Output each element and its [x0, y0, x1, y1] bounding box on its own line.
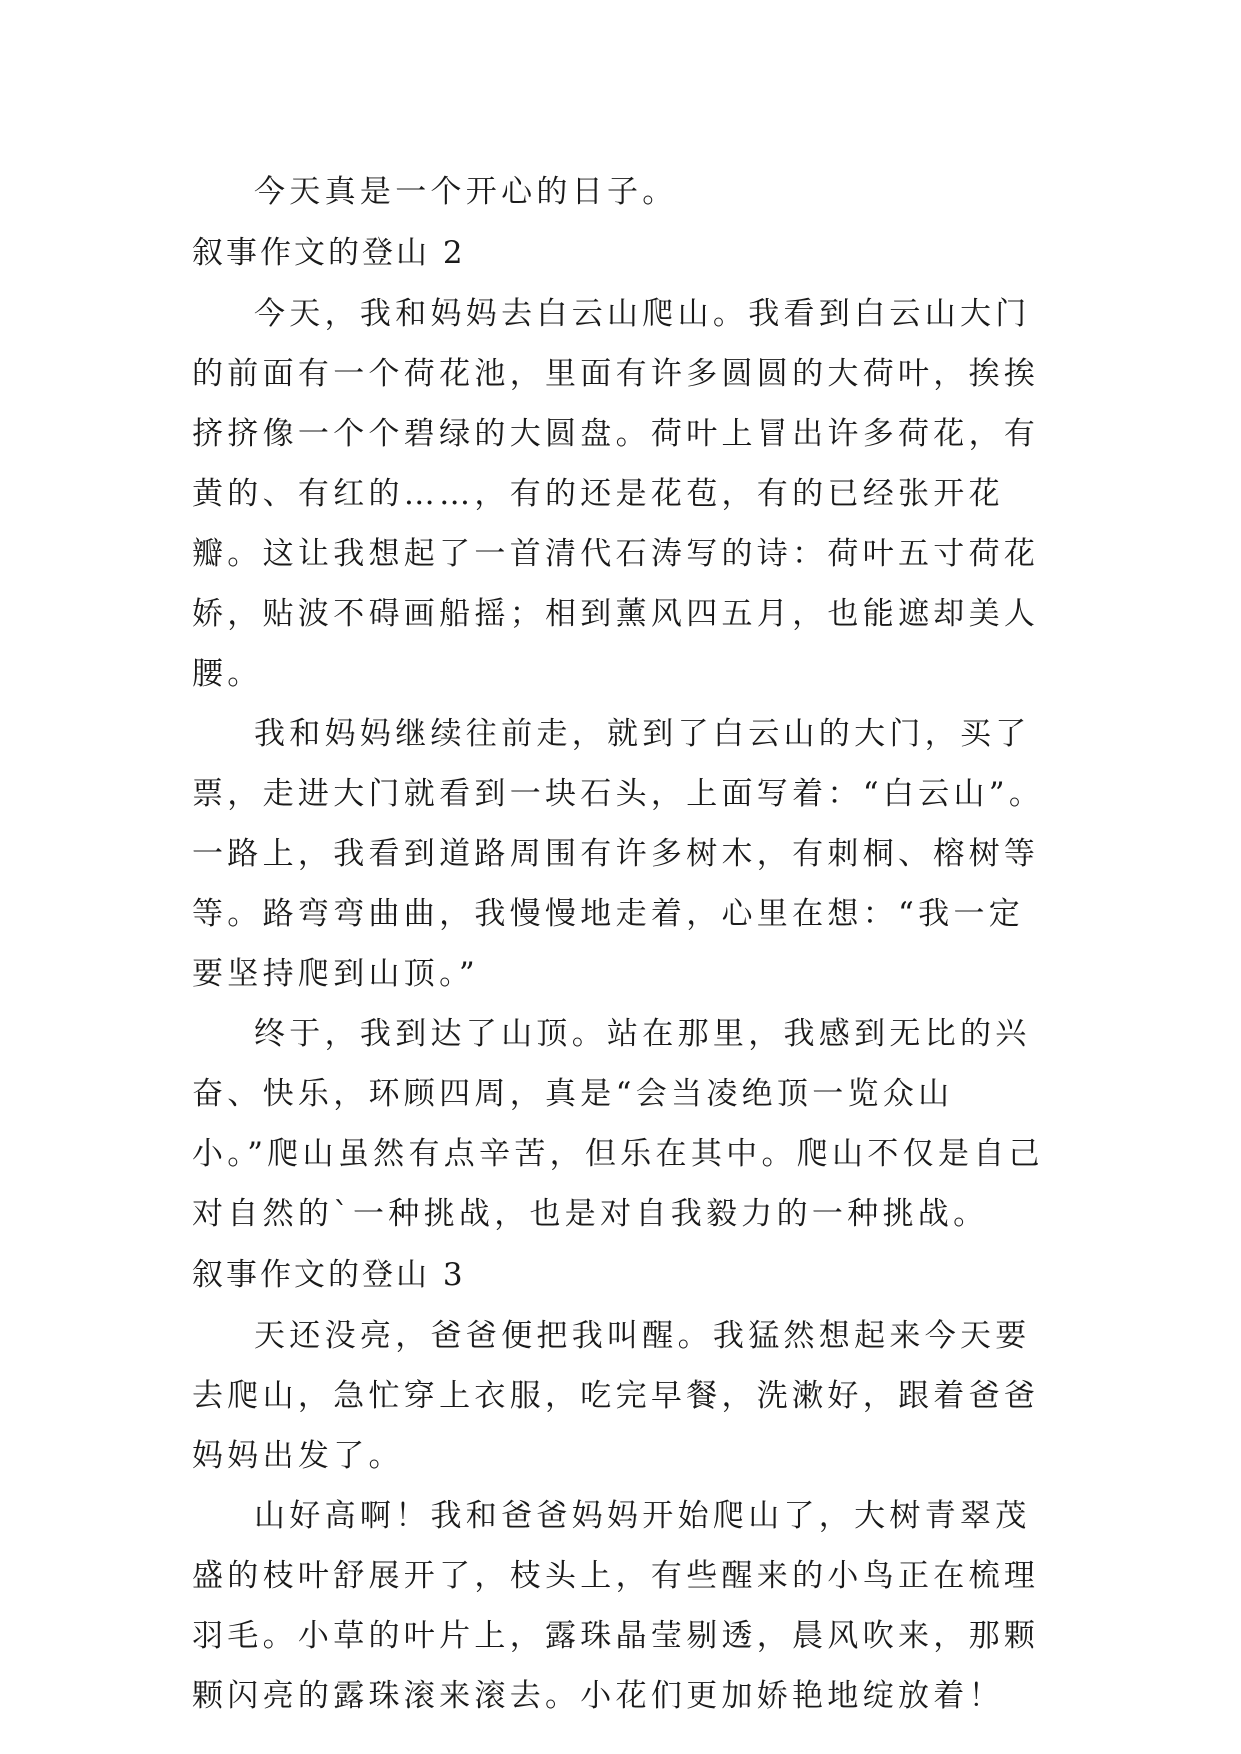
section-3-paragraph-1: 天还没亮，爸爸便把我叫醒。我猛然想起来今天要去爬山，急忙穿上衣服，吃完早餐，洗漱好，跟着爸爸妈妈出发了。 [192, 1318, 1040, 1474]
document-page [192, 162, 1052, 1726]
section-2-paragraph-3: 终于，我到达了山顶。站在那里，我感到无比的兴奋、快乐，环顾四周，真是“会当凌绝顶一览众山小。”爬山虽然有点辛苦，但乐在其中。爬山不仅是自己对自然的`一种挑战，也是对自我毅力的一种挑战。 [192, 1016, 1044, 1232]
section-2-heading: 叙事作文的登山 2 [192, 235, 466, 271]
intro-paragraph: 今天真是一个开心的日子。 [254, 174, 678, 210]
section-3-heading: 叙事作文的登山 3 [192, 1257, 466, 1293]
section-2-paragraph-2: 我和妈妈继续往前走，就到了白云山的大门，买了票，走进大门就看到一块石头，上面写着：“白云山”。一路上，我看到道路周围有许多树木，有刺桐、榕树等等。路弯弯曲曲，我慢慢地走着，心里在想：“我一定要坚持爬到山顶。” [192, 716, 1045, 992]
section-3-paragraph-2: 山好高啊！我和爸爸妈妈开始爬山了，大树青翠茂盛的枝叶舒展开了，枝头上，有些醒来的小鸟正在梳理羽毛。小草的叶片上，露珠晶莹剔透，晨风吹来，那颗颗闪亮的露珠滚来滚去。小花们更加娇艳地绽放着！ [192, 1498, 1040, 1714]
section-2-paragraph-1: 今天，我和妈妈去白云山爬山。我看到白云山大门的前面有一个荷花池，里面有许多圆圆的大荷叶，挨挨挤挤像一个个碧绿的大圆盘。荷叶上冒出许多荷花，有黄的、有红的……，有的还是花苞，有的已经张开花瓣。这让我想起了一首清代石涛写的诗：荷叶五寸荷花娇，贴波不碍画船摇；相到薰风四五月，也能遮却美人腰。 [192, 296, 1040, 692]
